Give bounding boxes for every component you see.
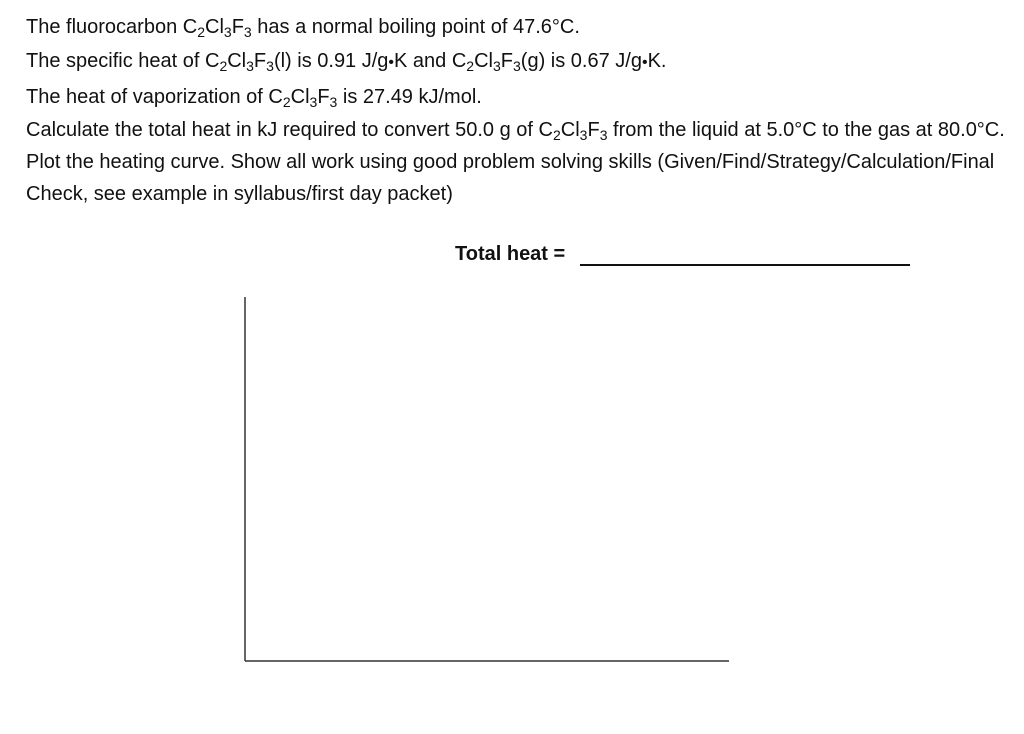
subscript: 3 bbox=[246, 58, 254, 74]
bullet-dot: • bbox=[641, 54, 648, 71]
total-heat-answer-blank[interactable] bbox=[580, 264, 910, 266]
subscript: 3 bbox=[492, 58, 501, 74]
specific-heat-line bbox=[26, 44, 1006, 80]
text-segment: has a normal boiling point of 47.6°C. bbox=[251, 16, 580, 38]
text-segment: Cl bbox=[474, 50, 493, 72]
text-segment: K. bbox=[647, 50, 667, 72]
subscript: 2 bbox=[466, 58, 475, 74]
text-segment: Cl bbox=[205, 16, 224, 38]
text-segment: (l) is 0.91 J/g bbox=[273, 50, 389, 72]
subscript: 3 bbox=[329, 94, 338, 110]
heating-curve-graph-area[interactable] bbox=[243, 297, 733, 667]
subscript: 2 bbox=[197, 24, 205, 40]
boiling-point-line bbox=[26, 10, 1006, 44]
subscript: 3 bbox=[513, 58, 521, 74]
text-segment: Cl bbox=[560, 119, 580, 141]
subscript: 3 bbox=[243, 24, 252, 40]
subscript: 3 bbox=[266, 58, 274, 74]
bullet-dot: • bbox=[388, 54, 395, 71]
text-segment: F bbox=[587, 119, 600, 141]
text-segment: K and C bbox=[394, 50, 467, 72]
subscript: 2 bbox=[219, 58, 228, 74]
subscript: 3 bbox=[223, 24, 232, 40]
text-segment: F bbox=[231, 16, 244, 38]
text-segment: The heat of vaporization of C bbox=[26, 86, 283, 108]
text-segment: from the liquid at 5.0°C to the gas at 80.0°C. Plot the heating curve. Show all work using good problem solving skills (Given/Find/Strategy/Calculation/Final Check, see example in syllabus/first day packet) bbox=[26, 119, 1005, 205]
text-segment: Calculate the total heat in kJ required to convert 50.0 g of C bbox=[26, 119, 553, 141]
subscript: 3 bbox=[579, 127, 588, 143]
subscript: 2 bbox=[282, 94, 291, 110]
text-segment: F bbox=[317, 86, 330, 108]
subscript: 3 bbox=[309, 94, 318, 110]
text-segment: Cl bbox=[227, 50, 247, 72]
instructions-paragraph bbox=[26, 114, 1006, 210]
text-segment: (g) is 0.67 J/g bbox=[520, 50, 642, 72]
total-heat-label: Total heat = bbox=[455, 243, 566, 265]
text-segment: is 27.49 kJ/mol. bbox=[337, 86, 482, 108]
text-segment: The specific heat of C bbox=[26, 50, 220, 72]
problem-statement bbox=[26, 10, 1006, 210]
text-segment: The fluorocarbon C bbox=[26, 16, 198, 38]
text-segment: F bbox=[253, 50, 267, 72]
subscript: 2 bbox=[552, 127, 561, 143]
text-segment: Cl bbox=[290, 86, 310, 108]
heat-of-vaporization-line bbox=[26, 80, 1006, 114]
subscript: 3 bbox=[599, 127, 608, 143]
text-segment: F bbox=[500, 50, 513, 72]
